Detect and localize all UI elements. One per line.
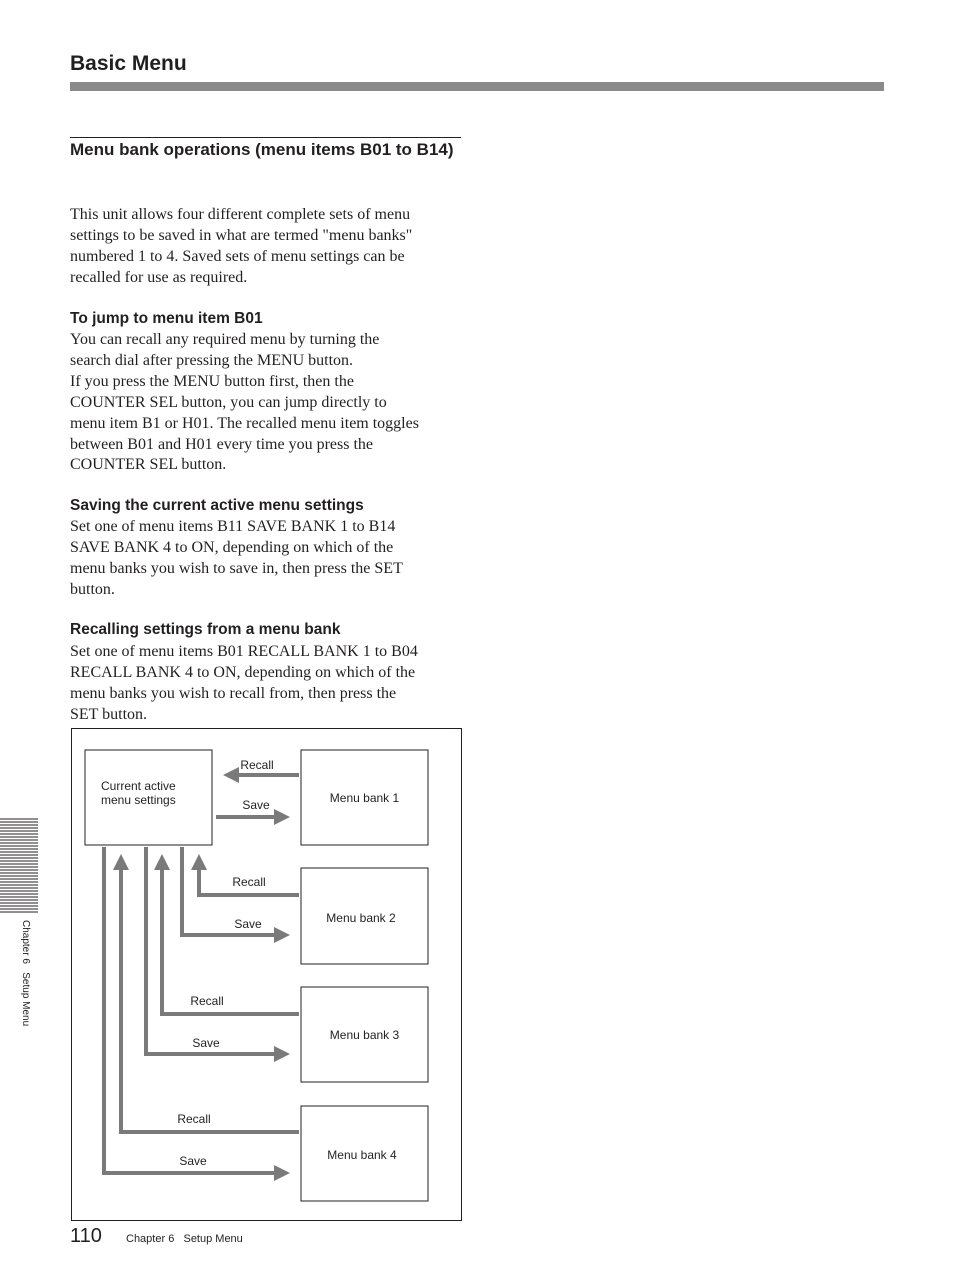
jump-line: You can recall any required menu by turning the [70,331,380,348]
jump-paragraph [70,330,465,476]
intro-line: This unit allows four different complete sets of menu [70,206,411,223]
jump-heading: To jump to menu item B01 [70,310,263,327]
intro-line: settings to be saved in what are termed "menu banks" [70,226,413,244]
menu-bank-4-label: Menu bank 4 [327,1148,397,1162]
menu-bank-2-label: Menu bank 2 [326,911,396,925]
recalling-heading: Recalling settings from a menu bank [70,621,341,638]
saving-line: button. [70,580,115,598]
chapter-tab-marker [0,818,38,913]
saving-line: menu banks you wish to save in, then press the SET [70,559,403,577]
intro-paragraph [70,205,465,289]
recalling-line: RECALL BANK 4 to ON, depending on which of the [70,663,416,681]
recalling-line: menu banks you wish to recall from, then press the [70,684,397,702]
jump-line: If you press the MENU button first, then the [70,372,354,390]
page-title: Basic Menu [70,52,187,75]
saving-line: SAVE BANK 4 to ON, depending on which of the [70,538,394,556]
save-label-bank-1: Save [242,798,270,812]
saving-paragraph [70,517,465,601]
recalling-line: Set one of menu items B01 RECALL BANK 1 to B04 [70,643,418,660]
menu-bank-diagram [71,728,462,1221]
menu-bank-1-label: Menu bank 1 [329,791,400,805]
jump-line: between B01 and H01 every time you press the [70,435,374,453]
saving-line: Set one of menu items B11 SAVE BANK 1 to B14 [70,518,396,535]
recalling-line: SET button. [70,705,148,723]
recalling-paragraph [70,642,465,726]
footer-chapter: Chapter 6 Setup Menu [126,1233,243,1245]
recall-label-bank-3: Recall [190,994,224,1008]
save-label-bank-2: Save [234,917,262,931]
menu-bank-3-label: Menu bank 3 [329,1028,400,1042]
recall-label-bank-2: Recall [232,875,266,889]
section-heading: Menu bank operations (menu items B01 to B14) [70,140,454,159]
title-bar [70,82,884,91]
jump-line: menu item B1 or H01. The recalled menu item toggles [70,414,419,432]
page-number: 110 [70,1225,102,1247]
recall-label-bank-1: Recall [240,758,274,772]
jump-line: COUNTER SEL button, you can jump directly to [70,393,387,411]
save-label-bank-4: Save [179,1154,207,1168]
jump-line: search dial after pressing the MENU button. [70,351,354,369]
section-rule [70,137,461,138]
recall-label-bank-4: Recall [177,1112,211,1126]
intro-line: recalled for use as required. [70,268,248,286]
current-settings-label-line1: Current active [101,779,176,793]
jump-line: COUNTER SEL button. [70,456,227,474]
save-label-bank-3: Save [192,1036,220,1050]
side-chapter-label: Chapter 6 Setup Menu [20,920,31,1027]
saving-heading: Saving the current active menu settings [70,497,364,514]
intro-line: numbered 1 to 4. Saved sets of menu settings can be [70,247,405,265]
current-settings-label-line2: menu settings [101,793,176,807]
